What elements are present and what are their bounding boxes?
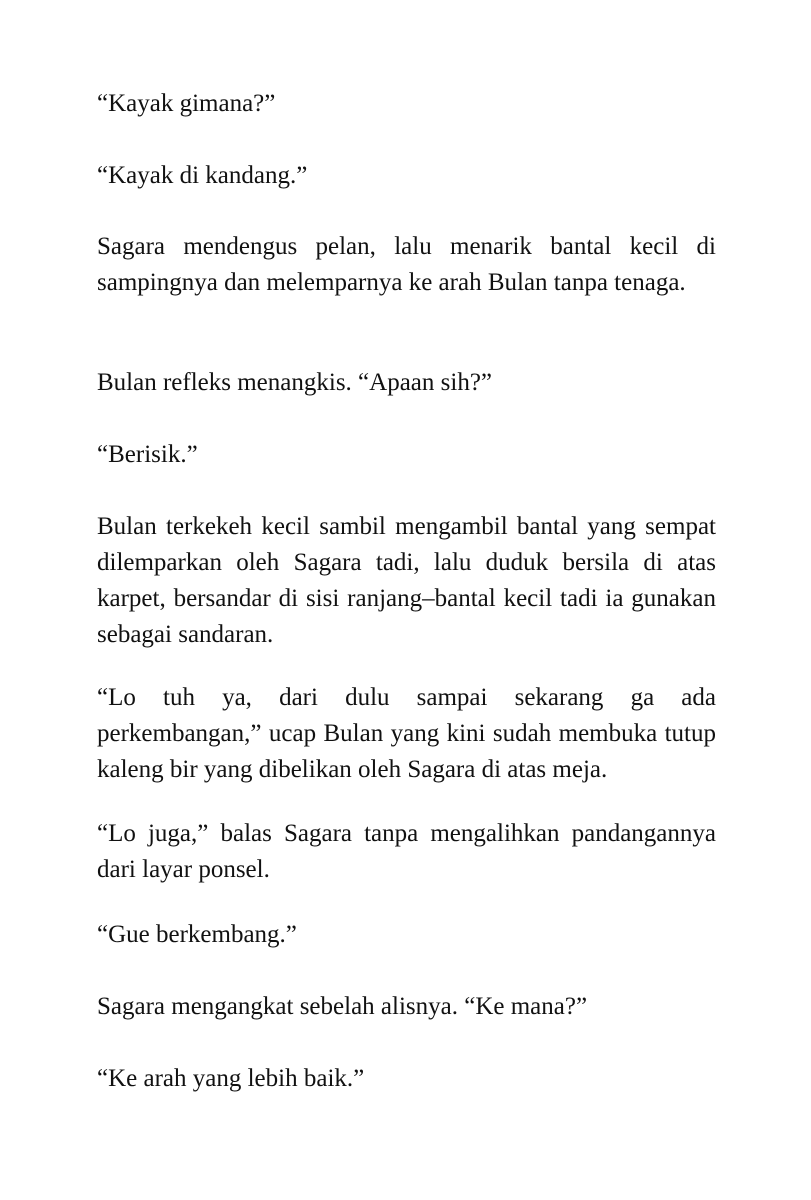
paragraph-5: “Berisik.” xyxy=(97,441,198,468)
paragraph-1: “Kayak gimana?” xyxy=(97,90,276,117)
paragraph-2: “Kayak di kandang.” xyxy=(97,162,308,189)
paragraph-6: Bulan terkekeh kecil sambil mengambil bantal yang sempat dilemparkan oleh Sagara tadi, lalu duduk bersila di atas karpet, bersandar di sisi ranjang–bantal kecil tadi ia gunakan sebagai sandaran. xyxy=(97,513,716,648)
paragraph-11: “Ke arah yang lebih baik.” xyxy=(97,1065,365,1092)
paragraph-8: “Lo juga,” balas Sagara tanpa mengalihkan pandangannya dari layar ponsel. xyxy=(97,820,716,883)
paragraph-9: “Gue berkembang.” xyxy=(97,921,297,948)
document-page xyxy=(97,0,716,1200)
paragraph-7: “Lo tuh ya, dari dulu sampai sekarang ga ada perkembangan,” ucap Bulan yang kini sudah membuka tutup kaleng bir yang dibelikan oleh Sagara di atas meja. xyxy=(97,684,716,783)
paragraph-4: Bulan refleks menangkis. “Apaan sih?” xyxy=(97,369,493,396)
paragraph-3: Sagara mendengus pelan, lalu menarik bantal kecil di sampingnya dan melemparnya ke arah Bulan tanpa tenaga. xyxy=(97,233,716,296)
paragraph-10: Sagara mengangkat sebelah alisnya. “Ke mana?” xyxy=(97,993,588,1020)
